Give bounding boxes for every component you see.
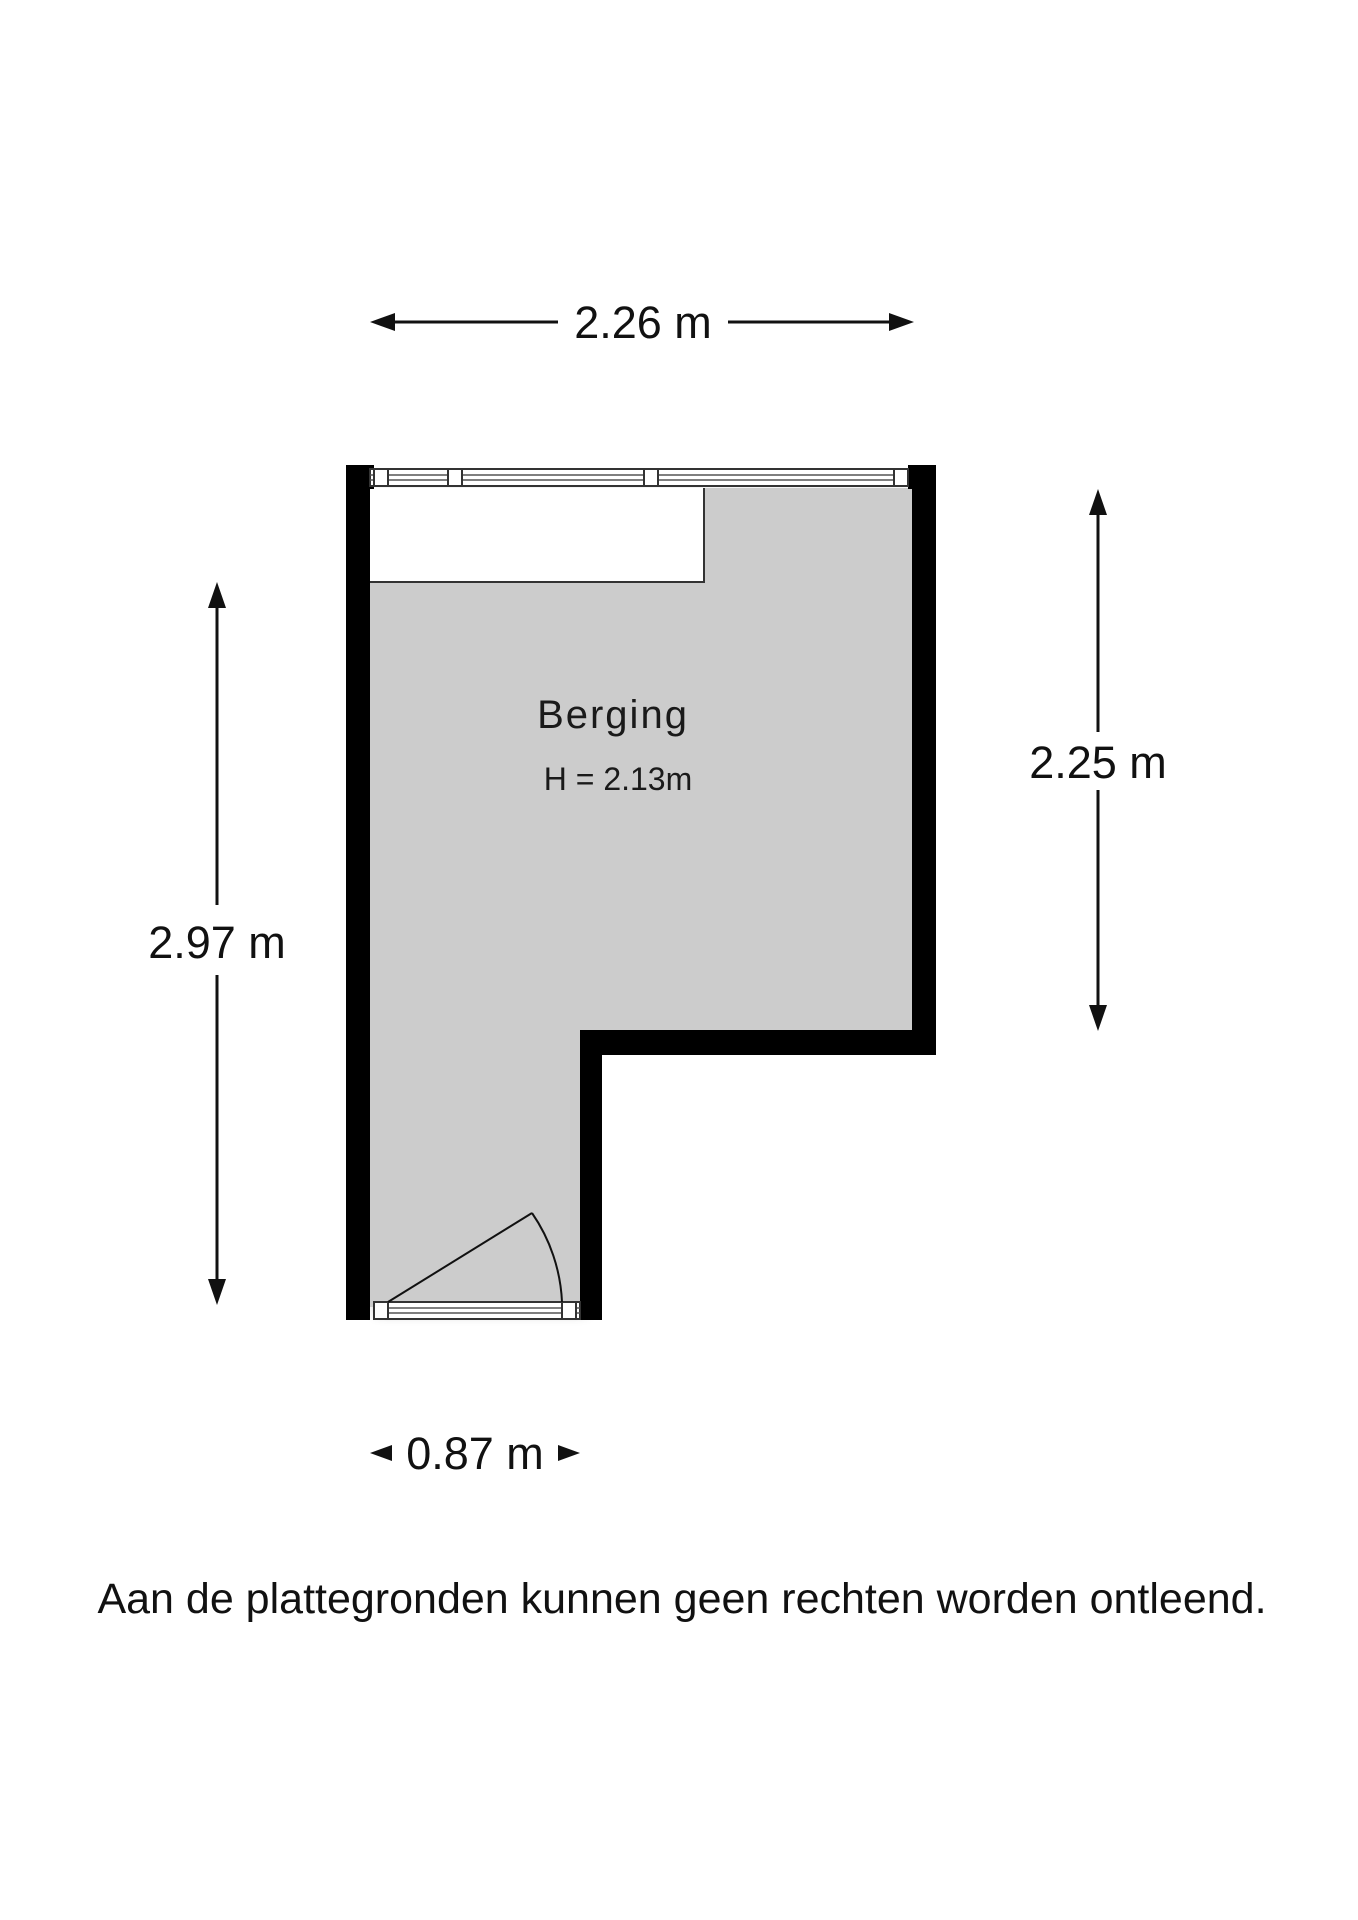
wall-step-horizontal — [580, 1030, 936, 1055]
arrow-down-icon — [208, 1279, 226, 1305]
arrow-right-icon — [558, 1445, 580, 1461]
dimension-right — [1029, 489, 1167, 1031]
wall-left — [346, 465, 370, 1320]
wall-step-vertical — [580, 1030, 602, 1320]
room-height: H = 2.13m — [543, 761, 693, 797]
arrow-right-icon — [889, 313, 914, 331]
arrow-left-icon — [370, 313, 395, 331]
arrow-left-icon — [370, 1445, 392, 1461]
dimension-top — [370, 297, 914, 348]
room-floor — [370, 488, 912, 1307]
dimension-left-label: 2.97 m — [148, 917, 286, 968]
arrow-down-icon — [1089, 1005, 1107, 1031]
dimension-bottom-label: 0.87 m — [406, 1428, 544, 1479]
window-top — [370, 469, 908, 486]
wall-right-upper — [912, 465, 936, 1055]
dimension-right-label: 2.25 m — [1029, 737, 1167, 788]
dimension-bottom — [370, 1428, 580, 1479]
built-in-cabinet — [370, 488, 704, 582]
disclaimer-text: Aan de plattegronden kunnen geen rechten worden ontleend. — [97, 1575, 1267, 1623]
dimension-top-label: 2.26 m — [574, 297, 712, 348]
room-name: Berging — [537, 693, 689, 737]
dimension-left — [148, 582, 286, 1305]
wall-top-corner-right — [908, 465, 936, 489]
door-sill — [374, 1302, 580, 1319]
arrow-up-icon — [208, 582, 226, 608]
arrow-up-icon — [1089, 489, 1107, 515]
